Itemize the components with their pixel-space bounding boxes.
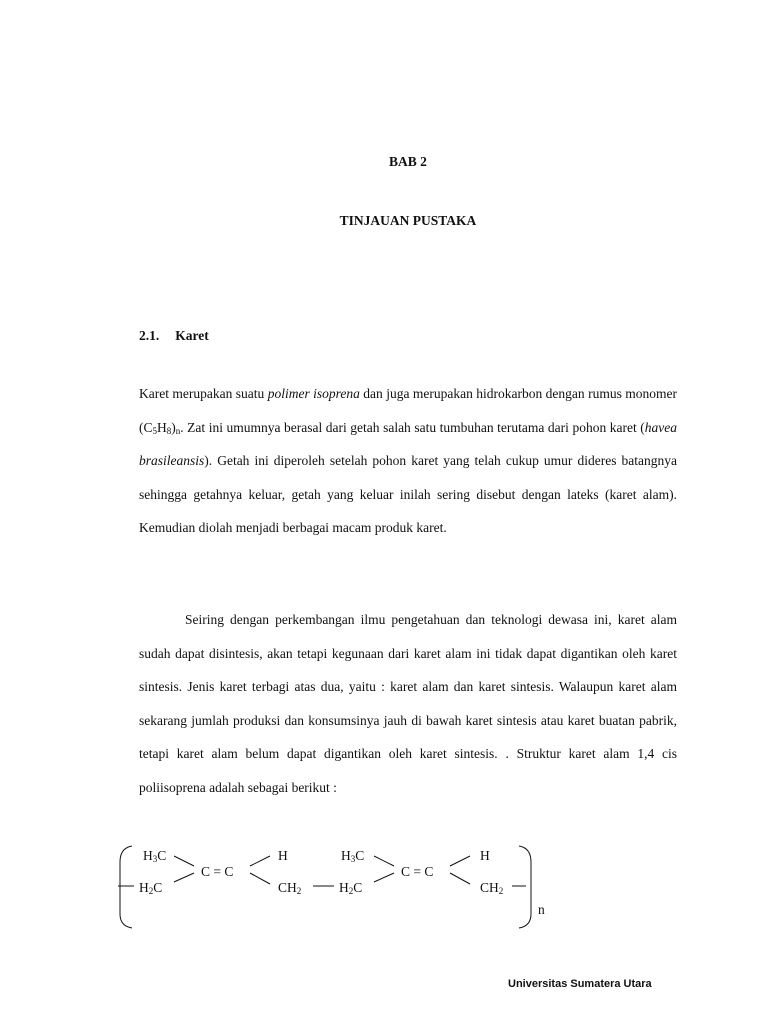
chapter-number: BAB 2 bbox=[389, 154, 427, 169]
bond-h2c-c2 bbox=[374, 873, 394, 882]
label-h3c-1: $H_3C$ bbox=[143, 848, 167, 864]
label-ch2-2: $CH_2$ bbox=[480, 880, 504, 896]
right-bracket bbox=[519, 846, 531, 928]
section-heading bbox=[139, 328, 209, 344]
paragraph-karet-definition: Karet merupakan suatu polimer isoprena dan juga merupakan hidrokarbon dengan rumus monomer $(C_5H_8)_n$. Zat ini umumnya berasal dari getah salah satu tumbuhan terutama dari pohon karet (havea brasileansis). Getah ini diperoleh setelah pohon karet yang telah cukup umur dideres batangnya sehingga getahnya keluar, getah yang keluar inilah sering disebut dengan lateks (karet alam). Kemudian diolah menjadi berbagai macam produk karet. bbox=[139, 386, 677, 535]
bond-h3c-c1 bbox=[174, 856, 194, 866]
label-h2c-1: $H_2C$ bbox=[139, 880, 163, 896]
label-double-bond-2: C = C bbox=[401, 864, 434, 879]
paragraph-karet-sintesis: Seiring dengan perkembangan ilmu pengetahuan dan teknologi dewasa ini, karet alam sudah dapat disintesis, akan tetapi kegunaan dari karet alam ini tidak dapat digantikan oleh karet sintesis. Jenis karet terbagi atas dua, yaitu : karet alam dan karet sintesis. Walaupun karet alam sekarang jumlah produksi dan konsumsinya jauh di bawah karet sintesis atau karet buatan pabrik, tetapi karet alam belum dapat digantikan oleh karet sintesis. . Struktur karet alam 1,4 cis poliisoprena adalah sebagai berikut : bbox=[139, 612, 677, 795]
bond-c2-ch2 bbox=[450, 873, 470, 884]
bond-c1-h bbox=[250, 856, 270, 866]
label-h-2: H bbox=[480, 848, 490, 863]
chapter-title: TINJAUAN PUSTAKA bbox=[339, 213, 477, 228]
bond-h3c-c2 bbox=[374, 856, 394, 866]
section-number: 2.1. bbox=[139, 328, 160, 343]
label-double-bond-1: C = C bbox=[201, 864, 234, 879]
label-h3c-2: $H_3C$ bbox=[341, 848, 365, 864]
bond-c2-h bbox=[450, 856, 470, 866]
bond-c1-ch2 bbox=[250, 873, 270, 884]
left-bracket bbox=[120, 846, 132, 928]
polyisoprene-structure bbox=[112, 842, 562, 932]
label-repeat-n: n bbox=[538, 902, 545, 917]
label-h2c-2: $H_2C$ bbox=[339, 880, 363, 896]
label-h-1: H bbox=[278, 848, 288, 863]
footer-university: Universitas Sumatera Utara bbox=[508, 978, 652, 990]
section-title: Karet bbox=[175, 328, 209, 343]
label-ch2-1: $CH_2$ bbox=[278, 880, 302, 896]
bond-h2c-c1 bbox=[174, 873, 194, 882]
